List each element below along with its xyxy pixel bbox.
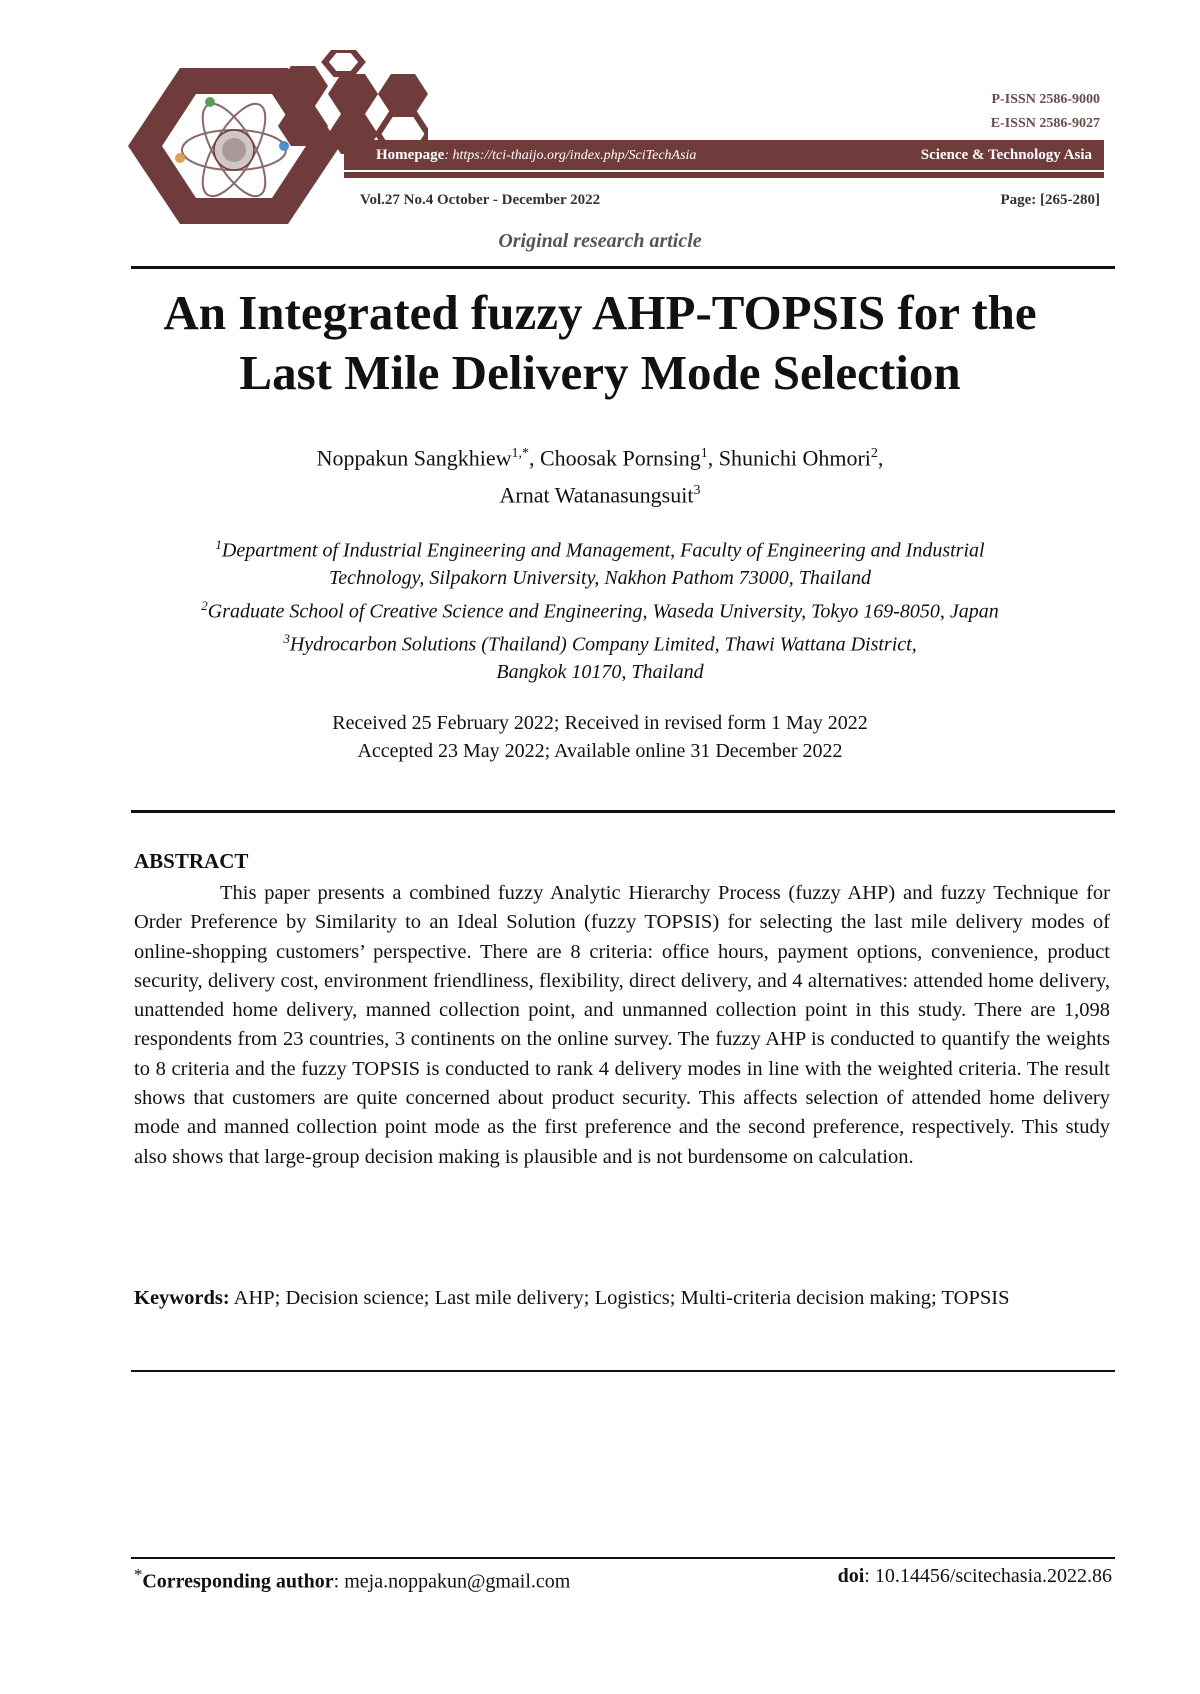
affil-text: Graduate School of Creative Science and Engineering, Waseda University, Tokyo 169-8050, Japan (207, 600, 999, 623)
keywords-text: AHP; Decision science; Last mile delivery; Logistics; Multi-criteria decision making; TOPSIS (229, 1287, 1010, 1309)
abstract-heading: ABSTRACT (134, 849, 249, 873)
keywords-label: Keywords: (134, 1287, 230, 1309)
e-issn: E-ISSN 2586-9027 (990, 116, 1100, 131)
corr-label: Corresponding author (142, 1570, 334, 1593)
doi-value[interactable]: : 10.14456/scitechasia.2022.86 (864, 1565, 1112, 1587)
journal-banner (344, 140, 1104, 170)
corresponding-author (134, 1565, 570, 1594)
author-affil-mark: 2 (870, 446, 878, 461)
affiliation-3-cont: Bangkok 10170, Thailand (496, 660, 704, 683)
corr-mark: * (134, 1565, 143, 1584)
affiliation-1 (110, 531, 1090, 565)
header-rule (131, 266, 1115, 269)
publication-dates (80, 709, 1120, 765)
homepage-url[interactable]: : https://tci-thaijo.org/index.php/SciTechAsia (444, 147, 697, 163)
footer-rule (131, 1557, 1115, 1559)
author-affil-mark: 1 (700, 446, 708, 461)
dates-accepted: Accepted 23 May 2022; Available online 31 December 2022 (357, 740, 843, 762)
homepage (376, 147, 696, 164)
affil-mark: 2 (201, 597, 208, 613)
homepage-label: Homepage (376, 146, 445, 163)
affil-mark: 3 (283, 631, 290, 647)
affiliation-2 (110, 592, 1090, 626)
page-range: Page: [265-280] (1000, 192, 1100, 208)
p-issn: P-ISSN 2586-9000 (991, 92, 1100, 107)
affiliation-1-cont: Technology, Silpakorn University, Nakhon Pathom 73000, Thailand (328, 566, 872, 589)
article-type: Original research article (498, 230, 702, 252)
author-name: , Choosak Pornsing (529, 445, 701, 471)
dates-received: Received 25 February 2022; Received in revised form 1 May 2022 (332, 712, 868, 734)
keywords (134, 1276, 1110, 1321)
affil-text: Hydrocarbon Solutions (Thailand) Company Limited, Thawi Wattana District, (289, 633, 917, 656)
author-name: Arnat Watanasungsuit (499, 482, 694, 508)
abstract-bottom-rule (131, 1370, 1115, 1372)
author-name: Noppakun Sangkhiew (316, 445, 512, 471)
author-affil-mark: 1,* (511, 446, 529, 461)
author-list (80, 437, 1120, 512)
abstract-body: This paper presents a combined fuzzy Analytic Hierarchy Process (fuzzy AHP) and fuzzy Technique for Order Preference by Similarity to an Ideal Solution (fuzzy TOPSIS) for selecting the last mile delivery modes of online-shopping customers’ perspective. There are 8 criteria: office hours, payment options, convenience, product security, delivery cost, environment friendliness, flexibility, direct delivery, and 4 alternatives: attended home delivery, unattended home delivery, manned collection point, and unmanned collection point in this study. There are 1,098 respondents from 23 countries, 3 continents on the online survey. The fuzzy AHP is conducted to quantify the weights to 8 criteria and the fuzzy TOPSIS is conducted to rank 4 delivery modes in line with the weighted criteria. The result shows that customers are quite concerned about product security. This affects selection of attended home delivery mode and manned collection point mode as the first preference and the second preference, respectively. This study also shows that large-group decision making is plausible and is not burdensome on calculation. (134, 882, 1110, 1168)
affil-text: Department of Industrial Engineering and Management, Faculty of Engineering and Industrial (221, 539, 985, 562)
affiliations (110, 531, 1090, 686)
paper-title (80, 283, 1120, 403)
doi (838, 1565, 1112, 1588)
banner-divider (344, 172, 1104, 178)
author-separator: , (877, 445, 884, 471)
author-name: , Shunichi Ohmori (707, 445, 871, 471)
title-line-1: An Integrated fuzzy AHP-TOPSIS for the (163, 285, 1037, 340)
abstract-top-rule (131, 810, 1115, 813)
issn-block (991, 88, 1100, 136)
doi-label: doi (837, 1565, 865, 1587)
title-line-2: Last Mile Delivery Mode Selection (239, 345, 961, 400)
affil-mark: 1 (215, 537, 222, 552)
authors-line-1 (80, 437, 1120, 474)
authors-line-2 (80, 474, 1120, 511)
volume-info: Vol.27 No.4 October - December 2022 (360, 192, 601, 208)
corr-email[interactable]: : meja.noppakun@gmail.com (333, 1570, 571, 1593)
journal-name: Science & Technology Asia (920, 146, 1092, 163)
author-affil-mark: 3 (693, 483, 701, 499)
affiliation-3 (110, 625, 1090, 659)
